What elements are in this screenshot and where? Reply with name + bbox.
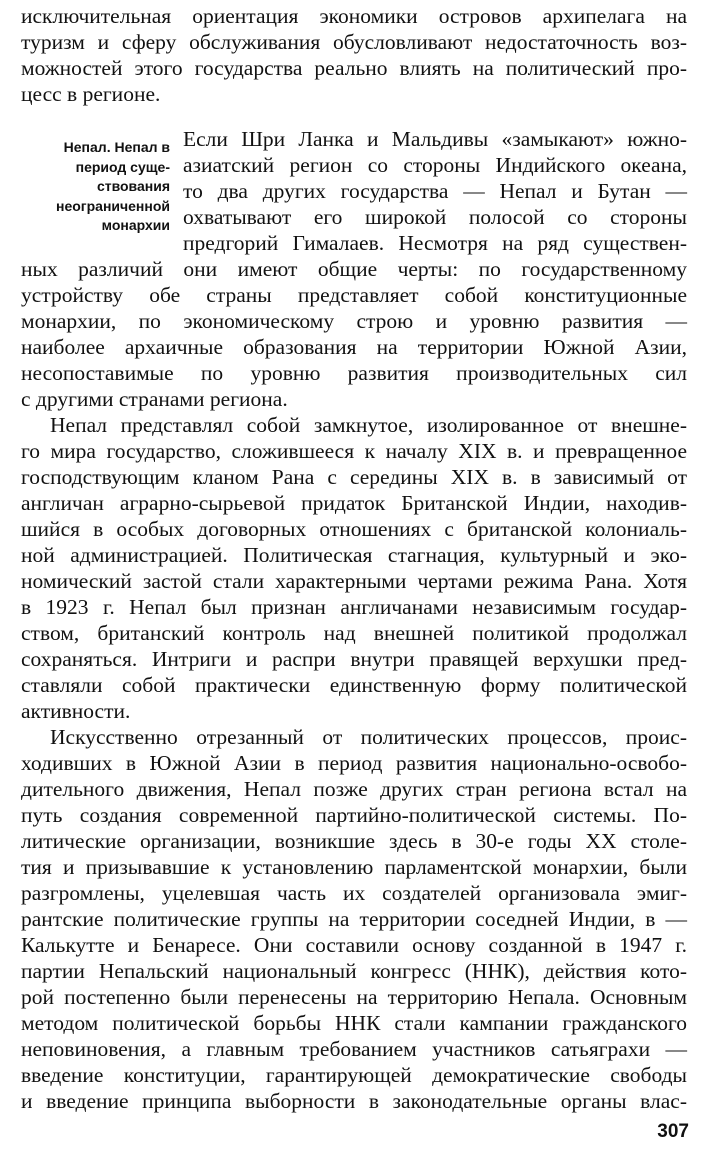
text-line: монархии, по экономическому строю и уровню развития — bbox=[21, 309, 687, 333]
text-line: Искусственно отрезанный от политических процессов, проис- bbox=[50, 725, 687, 749]
text-line: цесс в регионе. bbox=[21, 82, 161, 106]
text-line: исключительная ориентация экономики островов архипелага на bbox=[21, 4, 687, 28]
text-line: ходивших в Южной Азии в период развития национально-освобо- bbox=[21, 751, 687, 775]
text-line: Калькутте и Бенаресе. Они составили основу созданной в 1947 г. bbox=[21, 933, 687, 957]
text-line: путь создания современной партийно-политической системы. По- bbox=[21, 803, 687, 827]
text-line: разгромлены, уцелевшая часть их создателей организовала эмиг- bbox=[21, 881, 687, 905]
sidenote-line: Непал. Непал в bbox=[63, 139, 170, 155]
text-line: литические организации, возникшие здесь в 30-е годы XX столе- bbox=[21, 829, 687, 853]
text-line: устройству обе страны представляет собой конституционные bbox=[21, 283, 687, 307]
text-line: ной администрацией. Политическая стагнация, культурный и эко- bbox=[21, 543, 687, 567]
text-line: охватывают его широкой полосой со стороны bbox=[183, 205, 687, 229]
text-line: тия и призывавшие к установлению парламентской монархии, были bbox=[21, 855, 687, 879]
text-line: рой постепенно были перенесены на территорию Непала. Основным bbox=[21, 985, 687, 1009]
text-line: ных различий они имеют общие черты: по государственному bbox=[21, 257, 687, 281]
text-line: с другими странами региона. bbox=[21, 387, 288, 411]
sidenote-line: период суще- bbox=[75, 158, 170, 175]
text-line: в 1923 г. Непал был признан англичанами независимым государ- bbox=[21, 595, 687, 619]
text-line: ством, британский контроль над внешней политикой продолжал bbox=[21, 621, 687, 645]
text-line: шийся в особых договорных отношениях с британской колониаль- bbox=[21, 517, 687, 541]
text-line: то два других государства — Непал и Бутан — bbox=[183, 179, 687, 203]
section-sidenote bbox=[18, 138, 170, 236]
text-line: введение конституции, гарантирующей демократические свободы bbox=[21, 1063, 687, 1087]
text-line: рантские политические группы на территории соседней Индии, в — bbox=[21, 907, 687, 931]
text-line: партии Непальский национальный конгресс (ННК), действия кото- bbox=[21, 959, 687, 983]
text-line: Непал представлял собой замкнутое, изолированное от внешне- bbox=[50, 413, 687, 437]
page-number: 307 bbox=[657, 1121, 689, 1142]
text-line: англичан аграрно-сырьевой придаток Британской Индии, находив- bbox=[21, 491, 687, 515]
text-line: несопоставимые по уровню развития производительных сил bbox=[21, 361, 687, 385]
text-line: и введение принципа выборности в законодательные органы влас- bbox=[21, 1089, 687, 1113]
text-line: предгорий Гималаев. Несмотря на ряд существен- bbox=[183, 231, 687, 255]
text-line: азиатский регион со стороны Индийского океана, bbox=[183, 153, 687, 177]
text-line: номический застой стали характерными чертами режима Рана. Хотя bbox=[21, 569, 687, 593]
text-line: дительного движения, Непал позже других стран региона встал на bbox=[21, 777, 687, 801]
text-line: господствующим кланом Рана с середины XIX в. в зависимый от bbox=[21, 465, 687, 489]
sidenote-line: ствования bbox=[96, 178, 170, 194]
sidenote-line: неограниченной bbox=[55, 197, 170, 214]
text-line: активности. bbox=[21, 699, 131, 723]
text-line: ставляли собой практически единственную форму политической bbox=[21, 673, 687, 697]
text-line: туризм и сферу обслуживания обусловливают недостаточность воз- bbox=[21, 30, 687, 54]
text-line: можностей этого государства реально влиять на политический про- bbox=[21, 56, 687, 80]
sidenote-line: монархии bbox=[101, 217, 170, 233]
text-line: наиболее архаичные образования на территории Южной Азии, bbox=[21, 335, 687, 359]
text-line: го мира государство, сложившееся к началу XIX в. и превращенное bbox=[21, 439, 687, 463]
text-line: сохраняться. Интриги и распри внутри правящей верхушки пред- bbox=[21, 647, 687, 671]
text-line: методом политической борьбы ННК стали кампании гражданского bbox=[21, 1011, 687, 1035]
text-line: неповиновения, а главным требованием участников сатьяграхи — bbox=[21, 1037, 687, 1061]
text-line: Если Шри Ланка и Мальдивы «замыкают» южно- bbox=[183, 127, 687, 151]
